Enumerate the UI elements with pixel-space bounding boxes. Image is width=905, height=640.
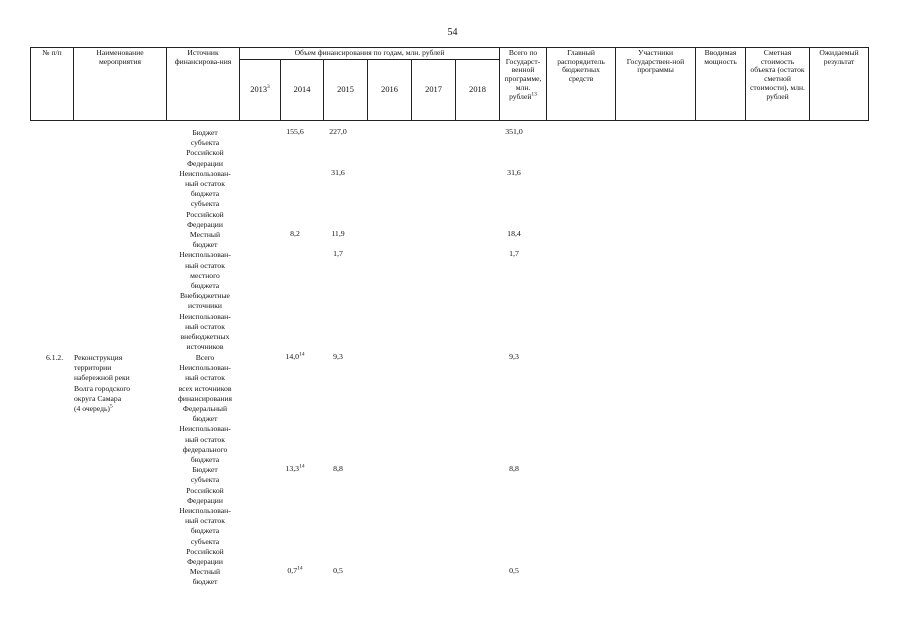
value-2015 (318, 168, 358, 178)
source-line: Федерации (187, 495, 223, 505)
source-line: ный остаток (185, 373, 225, 383)
header-year-2017: 2017 (412, 59, 456, 120)
value-2014 (275, 352, 315, 362)
header-capacity: Вводимая мощность (696, 48, 746, 121)
source-line: Российской (186, 546, 224, 556)
value-total (494, 464, 534, 474)
value-2015 (318, 229, 358, 239)
source-line: бюджета (190, 189, 220, 199)
page-number: 54 (447, 27, 458, 38)
value-total (494, 566, 534, 576)
source-line: субъекта (190, 475, 220, 485)
source-line: субъекта (190, 199, 220, 209)
header-year-2018: 2018 (456, 59, 500, 120)
source-line: всех источников (178, 383, 232, 393)
value-total (494, 229, 534, 239)
source-line: Федеральный (182, 403, 228, 413)
source-line: ный остаток (185, 321, 225, 331)
value-total-value: 31,6 (507, 167, 521, 177)
value-total-value: 9,3 (509, 351, 519, 361)
header-name: Наименование мероприятия (74, 48, 167, 121)
item-name-line: Волга городского (74, 383, 131, 393)
header-year-2013: 2013$^3$ (240, 59, 281, 120)
item-number: 6.1.2. (46, 352, 64, 362)
source-line: Российской (186, 209, 224, 219)
value-2015-value: 227,0 (329, 127, 347, 136)
value-total (494, 127, 534, 137)
value-total (494, 352, 534, 362)
source-line: федерального (182, 444, 228, 454)
source-line: Российской (186, 485, 224, 495)
value-2014-value: 0,7 (287, 566, 298, 576)
source-line: ный остаток (185, 516, 225, 526)
value-2014 (275, 464, 315, 474)
source-line: Неиспользован- (179, 250, 231, 260)
source-line: Бюджет (192, 465, 218, 475)
source-line: бюджет (192, 240, 218, 250)
source-line: Неиспользован- (179, 424, 231, 434)
value-total-value: 351,0 (505, 127, 523, 136)
value-2015 (318, 464, 358, 474)
source-line: Федерации (187, 556, 223, 566)
value-2015 (318, 352, 358, 362)
source-line: Местный (189, 567, 221, 577)
source-line: источники (188, 301, 222, 311)
source-line: бюджета (190, 454, 220, 464)
value-2015-value: 11,9 (331, 229, 345, 238)
header-volume: Объем финансирования по годам, млн. рублей (240, 48, 500, 60)
header-year-2016: 2016 (368, 59, 412, 120)
value-total-value: 18,4 (507, 229, 521, 238)
item-name-line: набережной реки (74, 373, 130, 383)
header-estimated-cost: Сметная стоимость объекта (остаток сметной стоимости), млн. рублей (746, 48, 810, 121)
source-line: Бюджет (192, 128, 218, 137)
source-line: бюджета (190, 526, 220, 536)
source-line: Внебюджетные (180, 291, 230, 301)
source-line: бюджет (192, 414, 218, 424)
header-num: № п/п (31, 48, 74, 121)
source-line: Неиспользован- (179, 363, 231, 373)
value-2014 (275, 127, 315, 137)
source-line: Всего (195, 352, 215, 362)
value-2014-value: 155,6 (286, 127, 304, 136)
value-2015-value: 0,5 (333, 566, 343, 576)
header-source: Источник финансирова-ния (167, 48, 240, 121)
source-line: Федерации (187, 158, 223, 168)
value-total-value: 8,8 (509, 464, 519, 474)
header-participants: Участники Государствен-ной программы (616, 48, 696, 121)
value-2014 (275, 566, 315, 576)
source-line: местного (190, 270, 220, 280)
value-2015-value: 1,7 (333, 249, 343, 259)
item-name-line: территории (74, 363, 112, 373)
value-2015-value: 8,8 (333, 464, 343, 474)
source-line: субъекта (190, 138, 220, 148)
value-2015 (318, 249, 358, 259)
source-line: финансирования (178, 393, 232, 403)
value-total-value: 1,7 (509, 249, 519, 259)
source-line: Неиспользован- (179, 168, 231, 178)
value-2015-value: 31,6 (331, 167, 345, 177)
item-name-line: Реконструкция (74, 352, 123, 362)
source-line: бюджет (192, 577, 218, 587)
value-2014-value: 14,0 (285, 351, 300, 361)
value-2015-value: 9,3 (333, 351, 343, 361)
value-total (494, 249, 534, 259)
value-2015 (318, 127, 358, 137)
source-line: Местный (189, 230, 221, 239)
header-main-admin: Главный распорядитель бюджетных средств (547, 48, 616, 121)
source-line: бюджета (190, 281, 220, 290)
value-2014-footnote: 14 (299, 463, 305, 470)
value-2014-value: 13,3 (285, 464, 300, 474)
item-name-footnote: 5 (109, 403, 113, 410)
source-line: ный остаток (185, 434, 225, 444)
header-expected-result: Ожидаемый результат (810, 48, 869, 121)
value-total (494, 168, 534, 178)
source-line: Неиспользован- (179, 505, 231, 515)
source-line: источников (186, 342, 224, 352)
item-name-line: округа Самара (74, 393, 122, 403)
header-year-2015: 2015 (324, 59, 368, 120)
value-2015 (318, 566, 358, 576)
header-total: Всего по Государст-венной программе, млн. рублей$^{13}$ (500, 48, 547, 121)
source-line: Неиспользован- (179, 311, 231, 321)
source-line: внебюджетных (180, 332, 230, 341)
source-line: субъекта (190, 536, 220, 546)
value-2014-footnote: 14 (299, 351, 305, 358)
source-line: ный остаток (185, 260, 225, 270)
value-2014-footnote: 14 (297, 565, 303, 572)
value-2014 (275, 229, 315, 239)
source-line: Федерации (187, 219, 223, 229)
source-line: Российской (186, 148, 224, 158)
item-name-line: (4 очередь)$^5$ (74, 403, 113, 413)
header-year-2014: 2014 (281, 59, 324, 120)
source-line: ный остаток (185, 179, 225, 188)
value-2014-value: 8,2 (290, 229, 300, 238)
value-total-value: 0,5 (509, 566, 519, 576)
